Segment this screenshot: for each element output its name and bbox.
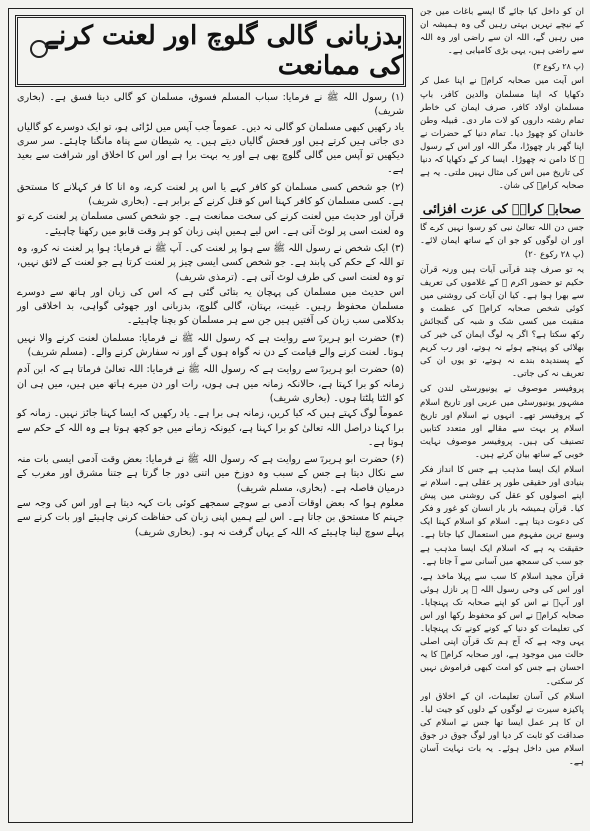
sidebar-column xyxy=(420,6,584,823)
sidebar-paragraph: اسلام کی آسان تعلیمات، ان کے اخلاق اور پاکیزہ سیرت نے لوگوں کے دلوں کو جیت لیا۔ ان کا ہر عمل ایسا تھا جس نے اسلام کی صداقت کو ثابت کر دیا اور لوگ جوق در جوق اسلام میں داخل ہوئے۔ یہ بات نہایت آسان ہے۔ xyxy=(420,691,584,768)
article-title: بدزبانی گالی گلوچ اور لعنت کرنے کی ممانعت xyxy=(43,21,403,81)
article-paragraph: (۶) حضرت ابو ہریرہؓ سے روایت ہے کہ رسول اللہ ﷺ نے فرمایا: بعض وقت آدمی ایسی بات منہ سے نکال دیتا ہے جس کے سبب وہ دوزخ میں اتنی دور جا گرتا ہے جتنا مشرق اور مغرب کے درمیان فاصلہ ہے۔ (بخاری، مسلم شریف) xyxy=(17,454,404,494)
sidebar-intro xyxy=(420,6,584,193)
article-paragraph: (۱) رسول اللہ ﷺ نے فرمایا: سباب المسلم فسوق، مسلمان کو گالی دینا فسق ہے۔ (بخاری شریف) xyxy=(17,92,404,118)
article-paragraph: (۳) ایک شخص نے رسول اللہ ﷺ سے ہوا پر لعنت کی۔ آپ ﷺ نے فرمایا: ہوا پر لعنت نہ کرو، وہ تو اللہ کے حکم کی پابند ہے۔ جو شخص کسی ایسی چیز پر لعنت کرتا ہے جو لعنت کے لائق نہیں، تو وہ لعنت اسی کی طرف لوٹ آتی ہے۔ (ترمذی شریف) xyxy=(17,242,404,283)
article-paragraph: قرآن اور حدیث میں لعنت کرنے کی سخت ممانعت ہے۔ جو شخص کسی مسلمان پر لعنت کرے تو وہ لعنت اسی پر لوٹ آتی ہے۔ اس لیے ہمیں اپنی زبان کو ہر وقت قابو میں رکھنا چاہیئے۔ xyxy=(17,211,404,237)
verse-reference: (پ ۲۸ رکوع ۳) xyxy=(533,62,584,72)
article-paragraph: اس حدیث میں مسلمان کی پہچان یہ بتائی گئی ہے کہ اس کی زبان اور ہاتھ سے دوسرے مسلمان محفوظ رہیں۔ غیبت، بہتان، گالی گلوچ، بدزبانی اور جھوٹی گواہی، بد اخلاقی اور بدکلامی سب زبان کی آفتیں ہیں جن سے ہر مسلمان کو بچنا چاہیئے۔ xyxy=(17,286,404,327)
circle-ornament-icon xyxy=(30,40,48,58)
sidebar-paragraph: اس آیت میں صحابہ کرامؓ نے اپنا عمل کر دکھایا کہ اپنا مسلمان والدین کافر، باپ مسلمان اولاد کافر، صرف ایمان کی خاطر تمام رشتہ داروں کو لات مار دی۔ قبیلہ وطن خاندان کو چھوڑ دیا۔ تمام دنیا کے حضرات نے اپنا گھر بار چھوڑا، مگر اللہ اور اس کے رسول ﷺ کا دامن نہ چھوڑا۔ ایسا کر کے دکھایا کہ دنیا کی تاریخ میں اس کی مثال نہیں ملتی۔ یہ ہے صحابہ کرامؓ کی شان۔ xyxy=(420,76,584,192)
main-article-column xyxy=(8,8,413,823)
sidebar-paragraph: پروفیسر موصوف نے یونیورسٹی لندن کی مشہور یونیورسٹی میں عربی اور تاریخ اسلام کے پروفیسر تھے۔ انہوں نے اسلام اور تاریخ اسلام پر بہت سے مقالے اور متعدد کتابیں تصنیف کی ہیں۔ پروفیسر موصوف نہایت خوبی کے ساتھ بیان کرتے ہیں۔ xyxy=(420,384,584,460)
sidebar-paragraph: یہ تو صرف چند قرآنی آیات ہیں ورنہ قرآن حکیم تو حضور اکرم ﷺ کے غلاموں کی تعریف سے بھرا ہوا ہے۔ کیا ان آیات کی روشنی میں کوئی شخص صحابہ کرامؓ کی عظمت و منقبت میں کسی شک و شبہ کی گنجائش رکھ سکتا ہے؟ اگر یہ لوگ ایمان کی خیر کی بھلائی کو پہنچے ہوئے نہ ہوتے، اور رب کریم کے پسندیدہ بندے نہ ہوتے، تو یوں ان کی تعریف نہ کی جاتی۔ xyxy=(420,264,584,380)
article-paragraph: عموماً لوگ کہتے ہیں کہ کیا کریں، زمانہ ہی برا ہے۔ یاد رکھیں کہ ایسا کہنا جائز نہیں۔ زمانہ کو برا کہنا دراصل اللہ تعالیٰ کو برا کہنا ہے، کیونکہ زمانے میں جو کچھ ہوتا ہے وہ اللہ کے حکم سے ہوتا ہے۔ xyxy=(17,408,404,448)
article-paragraph: (۵) حضرت ابو ہریرہؓ سے روایت ہے کہ رسول اللہ ﷺ نے فرمایا: اللہ تعالیٰ فرماتا ہے کہ ابن آدم زمانہ کو برا کہتا ہے، حالانکہ زمانہ میں ہی ہوں، رات اور دن میرے ہاتھ میں ہیں، میں ہی ان کو الٹتا پلٹتا ہوں۔ (بخاری شریف) xyxy=(17,364,404,404)
sidebar-paragraph: اسلام ایک ایسا مذہب ہے جس کا انداز فکر بنیادی اور حقیقی طور پر عقلی ہے۔ اسلام نے اپنے اصولوں کو عقل کی روشنی میں پیش کیا۔ قرآن ہمیشہ بار بار انسان کو غور و فکر کی دعوت دیتا ہے۔ اسلام کو اسلام کہنا ایک وسیع ترین مفہوم میں استعمال کیا جاتا ہے۔ حقیقت یہ ہے کہ اسلام ایک ایسا مذہب ہے جو سب کی سمجھ میں آسانی سے آ جاتا ہے۔ xyxy=(420,465,584,567)
section-title: صحابہ کرامؓ کی عزت افزائی xyxy=(420,199,584,219)
sidebar-paragraph: جس دن اللہ تعالیٰ نبی کو رسوا نہیں کرے گا اور ان لوگوں کو جو ان کے ساتھ ایمان لائے۔ (پ ۲۸ رکوع ۲۰) xyxy=(420,223,584,260)
article-paragraph: معلوم ہوا کہ بعض اوقات آدمی بے سوچے سمجھے کوئی بات کہہ دیتا ہے اور اس کی وجہ سے جہنم کا مستحق بن جاتا ہے۔ اس لیے ہمیں اپنی زبان کی حفاظت کرنی چاہیئے اور بات کرنے سے پہلے سوچ لینا چاہیئے کہ اللہ کے یہاں گرفت نہ ہو۔ (بخاری شریف) xyxy=(17,498,404,538)
article-paragraph: یاد رکھیں کبھی مسلمان کو گالی نہ دیں۔ عموماً جب آپس میں لڑائی ہو، تو ایک دوسرے کو گالیاں دی جاتی ہیں کرتے ہیں اور فحش گالیاں دیتے ہیں۔ یہ شیطان سے پناہ مانگنا چاہئے۔ سر سری دیکھیں تو آپس میں گالی گلوچ بھی ہے اور یہ بہت برا ہے اور اس کا اخلاق اور شرافت سے بعید ہے۔ xyxy=(17,121,404,176)
article-body xyxy=(9,91,412,540)
sidebar-body xyxy=(420,222,584,769)
article-paragraph: (۴) حضرت ابو ہریرہؓ سے روایت ہے کہ رسول اللہ ﷺ نے فرمایا: مسلمان لعنت کرنے والا نہیں ہوتا۔ لعنت کرنے والے قیامت کے دن نہ گواہ ہوں گے اور نہ سفارش کرنے والے۔ (مسلم شریف) xyxy=(17,332,404,359)
article-paragraph: (۲) جو شخص کسی مسلمان کو کافر کہے یا اس پر لعنت کرے، وہ انا کا فر کہلانے کا مستحق ہے۔ کسی مسلمان کو کافر کہنا اس کو قتل کرنے کے برابر ہے۔ (بخاری شریف) xyxy=(17,181,404,208)
article-heading-box xyxy=(15,15,406,87)
sidebar-paragraph: ان کو داخل کیا جائے گا ایسے باغات میں جن کے نیچے نہریں بہتی رہیں گی وہ ہمیشہ ان میں رہیں گے، اللہ ان سے راضی اور وہ اللہ سے راضی ہیں، یہی بڑی کامیابی ہے۔ xyxy=(420,7,584,57)
sidebar-paragraph: قرآن مجید اسلام کا سب سے پہلا ماخذ ہے، اور اس کی وحی رسول اللہ ﷺ پر نازل ہوئی اور آپؐ نے اس کو اپنے صحابہ تک پہنچایا۔ صحابہ کرامؓ نے اس کو محفوظ رکھا اور اس کی تعلیمات کو دنیا کے کونے کونے تک پہنچایا۔ یہی وجہ ہے کہ آج ہم تک قرآن اپنی اصلی حالت میں موجود ہے، اور صحابہ کرامؓ کا یہ احسان ہے جس کو امت کبھی فراموش نہیں کر سکتی۔ xyxy=(420,571,584,687)
